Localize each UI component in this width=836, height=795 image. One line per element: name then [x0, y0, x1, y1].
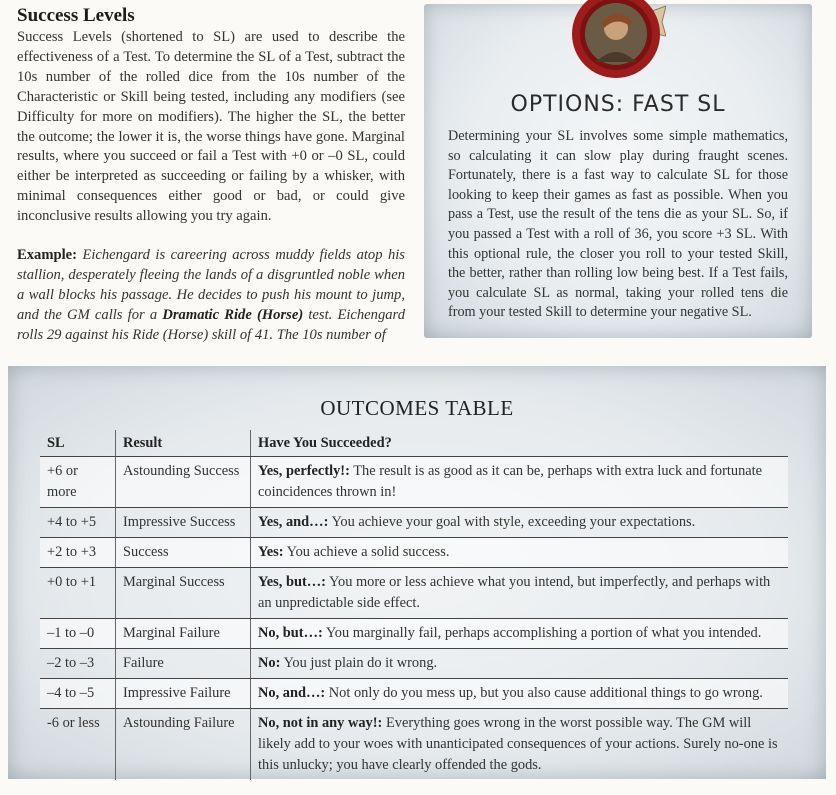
sidebar-title: OPTIONS: FAST SL [510, 92, 726, 117]
example-text-b: test. Eichengard rolls 29 against his Ride (Horse) skill of 41. The 10s number of [17, 306, 405, 343]
row-desc: The result is as good as it can be, perhaps with extra luck and fortunate coincidences thrown in! [258, 463, 763, 500]
row-sl: +0 to +1 [40, 568, 116, 619]
table-row [40, 568, 788, 619]
row-result: Astounding Failure [116, 709, 251, 781]
sidebar-text: Determining your SL involves some simple mathematics, so calculating it can slow play during fraught scenes. Fortunately, there is a fast way to calculate SL for those looking to keep their games as fast as possible. When you pass a Test, use the result of the tens die as your SL. So, if you passed a Test with a roll of 36, you score +3 SL. With this optional rule, the closer you roll to your tested Skill, the better, rather than rolling low being best. If a Test fails, you calculate SL as normal, taking your rolled tens die from your tested Skill to determine your negative SL. [448, 128, 788, 321]
row-answer: No, but…: [258, 625, 323, 641]
row-answer: No, not in any way!: [258, 715, 383, 731]
header-succeeded: Have You Succeeded? [251, 430, 789, 457]
row-result: Failure [116, 649, 251, 679]
row-desc: You achieve a solid success. [286, 544, 450, 560]
table-row [40, 457, 788, 508]
header-result: Result [116, 430, 251, 457]
row-result: Marginal Failure [116, 619, 251, 649]
table-row [40, 538, 788, 568]
row-sl: -6 or less [40, 709, 116, 781]
section-heading: Success Levels [17, 5, 135, 26]
row-sl: +2 to +3 [40, 538, 116, 568]
row-result: Impressive Failure [116, 679, 251, 709]
left-column [17, 5, 405, 346]
row-sl: –2 to –3 [40, 649, 116, 679]
table-row [40, 709, 788, 781]
row-answer-cell [251, 538, 789, 568]
table-row [40, 679, 788, 709]
outcomes-table-panel [8, 366, 826, 779]
row-answer: No, and…: [258, 685, 326, 701]
row-answer: Yes, but…: [258, 574, 326, 590]
row-result: Astounding Success [116, 457, 251, 508]
table-row [40, 649, 788, 679]
table-row [40, 619, 788, 649]
row-answer-cell [251, 568, 789, 619]
fast-sl-sidebar [424, 4, 812, 338]
example-label: Example: [17, 247, 77, 264]
outcomes-table [40, 430, 788, 780]
row-desc: You marginally fail, perhaps accomplishing a portion of what you intended. [325, 625, 762, 641]
wax-seal-portrait-icon [566, 0, 666, 84]
example-text-a: Eichengard is careering across muddy fields atop his stallion, desperately fleeing the lands of a disgruntled noble when a wall blocks his passage. He decides to push his mount to jump, and the GM calls for a [17, 247, 405, 323]
row-desc: You just plain do it wrong. [283, 655, 438, 671]
row-answer-cell [251, 508, 789, 538]
row-desc: You achieve your goal with style, exceeding your expectations. [331, 514, 696, 530]
row-answer-cell [251, 679, 789, 709]
row-desc: Everything goes wrong in the worst possible way. The GM will likely add to your woes with unanticipated consequences of your actions. Surely no-one is this unlucky; you have clearly offended the gods. [258, 715, 778, 773]
row-desc: You more or less achieve what you intend, but imperfectly, and perhaps with an unpredictable side effect. [258, 574, 771, 611]
example-paragraph [17, 246, 405, 346]
example-bold: Dramatic Ride (Horse) [162, 306, 304, 323]
table-header-row [40, 430, 788, 457]
row-sl: +4 to +5 [40, 508, 116, 538]
row-sl: –1 to –0 [40, 619, 116, 649]
row-answer-cell [251, 709, 789, 781]
row-sl: +6 or more [40, 457, 116, 508]
row-answer-cell [251, 619, 789, 649]
row-result: Success [116, 538, 251, 568]
table-row [40, 508, 788, 538]
row-sl: –4 to –5 [40, 679, 116, 709]
success-levels-paragraph: Success Levels (shortened to SL) are used to describe the effectiveness of a Test. To determine the SL of a Test, subtract the 10s number of the rolled dice from the 10s number of the Characteristic or Skill being tested, including any modifiers (see Difficulty for more on modifiers). The higher the SL, the better the outcome; the lower it is, the worse things have gone. Marginal results, where you succeed or fail a Test with +0 or –0 SL, could either be interpreted as succeeding or failing by a whisker, with minimal consequences either good or bad, or could give inconclusive results allowing you try again. [17, 29, 405, 225]
row-result: Impressive Success [116, 508, 251, 538]
row-desc: Not only do you mess up, but you also cause additional things to go wrong. [328, 685, 763, 701]
row-answer: Yes, and…: [258, 514, 329, 530]
table-title: OUTCOMES TABLE [320, 396, 514, 420]
header-sl: SL [40, 430, 116, 457]
row-answer-cell [251, 649, 789, 679]
row-answer-cell [251, 457, 789, 508]
row-answer: No: [258, 655, 281, 671]
row-answer: Yes, perfectly!: [258, 463, 350, 479]
row-answer: Yes: [258, 544, 284, 560]
row-result: Marginal Success [116, 568, 251, 619]
